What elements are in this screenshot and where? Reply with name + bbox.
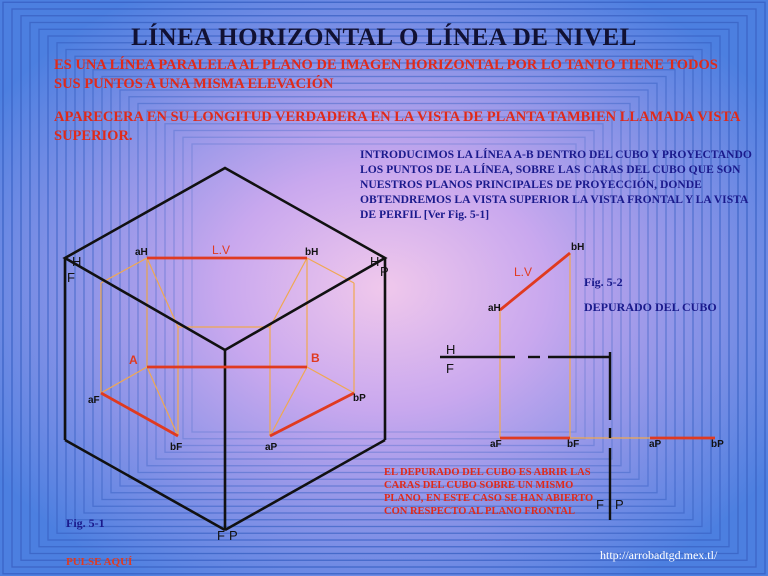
pulse-link[interactable]: PULSE AQUÍ — [66, 556, 133, 568]
projector-A-bF — [147, 367, 178, 436]
projection-lines-fig1 — [101, 258, 354, 436]
label-aF-fig2: aF — [490, 439, 502, 450]
line-aF-bF — [101, 393, 178, 436]
fig2-title: DEPURADO DEL CUBO — [584, 300, 717, 314]
cube-edges — [65, 168, 385, 530]
projector-aH-left — [101, 258, 147, 283]
label-bF-fig2: bF — [567, 439, 580, 450]
cube-bottom-left-edge — [65, 440, 225, 530]
fig2-caption: Fig. 5-2 — [584, 275, 623, 289]
definition-paragraph: ES UNA LÍNEA PARALELA AL PLANO DE IMAGEN HORIZONTAL POR LO TANTO TIENE TODOS SUS PUNTOS A UNA MISMA ELEVACIÓN — [54, 57, 718, 92]
true-lines-fig1 — [101, 258, 354, 436]
label-H-fig2: H — [446, 342, 456, 357]
label-F-left: F — [67, 270, 75, 285]
true-length-paragraph: APARECERA EN SU LONGITUD VERDADERA EN LA VISTA DE PLANTA TAMBIEN LLAMADA VISTA SUPERIOR. — [54, 109, 740, 144]
label-F-fig2-bottom: F — [596, 497, 604, 512]
projector-aH-front — [147, 258, 178, 327]
label-aP-fig2: aP — [649, 439, 662, 450]
label-A: A — [129, 353, 138, 367]
label-bP-fig2: bP — [711, 439, 724, 450]
label-lv-fig1: L.V — [212, 243, 231, 257]
line-aH-bH-fig2 — [500, 253, 570, 310]
label-bH-fig2: bH — [571, 242, 585, 253]
projector-bH-front — [270, 258, 307, 327]
label-aP-fig1: aP — [265, 442, 278, 453]
projector-B-bP — [307, 367, 354, 393]
label-F-bottom: F — [217, 528, 225, 543]
fig1-caption: Fig. 5-1 — [66, 516, 105, 530]
label-P-fig2-bottom: P — [615, 497, 624, 512]
label-bF-fig1: bF — [170, 442, 183, 453]
label-P-right: P — [380, 264, 389, 279]
label-H-left: H — [72, 254, 82, 269]
line-aP-bP — [270, 393, 354, 436]
label-bH-fig1: bH — [305, 247, 319, 258]
label-aH-fig2: aH — [488, 303, 501, 314]
depurado-note: EL DEPURADO DEL CUBO ES ABRIR LAS CARAS DEL CUBO SOBRE UN MISMO PLANO, EN ESTE CASO SE HAN ABIERTO CON RESPECTO AL PLANO FRONTAL — [384, 467, 594, 517]
label-B: B — [311, 351, 320, 365]
projector-A-aF — [101, 367, 147, 393]
label-lv-fig2: L.V — [514, 265, 533, 279]
label-bP-fig1: bP — [353, 393, 366, 404]
projection-lines-fig2 — [500, 253, 715, 438]
true-lines-fig2 — [500, 253, 715, 438]
label-H-right: H — [370, 254, 380, 269]
cube-bottom-right-edge — [225, 440, 385, 530]
page-title: LÍNEA HORIZONTAL O LÍNEA DE NIVEL — [131, 24, 637, 51]
label-aF-fig1: aF — [88, 395, 100, 406]
label-F-fig2: F — [446, 361, 454, 376]
label-P-bottom: P — [229, 528, 238, 543]
intro-paragraph: INTRODUCIMOS LA LÍNEA A-B DENTRO DEL CUBO Y PROYECTANDO LOS PUNTOS DE LA LÍNEA, SOBRE LAS CARAS DEL CUBO QUE SON NUESTROS PLANOS PRINCIPALES DE PROYECCIÓN, DONDE OBTENDREMOS LA VISTA SUPERIOR LA VISTA FRONTAL Y LA VISTA DE PERFIL [Ver Fig. 5-1] — [360, 148, 752, 221]
source-url[interactable]: http://arrobadtgd.mex.tl/ — [600, 548, 718, 562]
label-aH-fig1: aH — [135, 247, 148, 258]
fold-lines — [440, 352, 610, 520]
